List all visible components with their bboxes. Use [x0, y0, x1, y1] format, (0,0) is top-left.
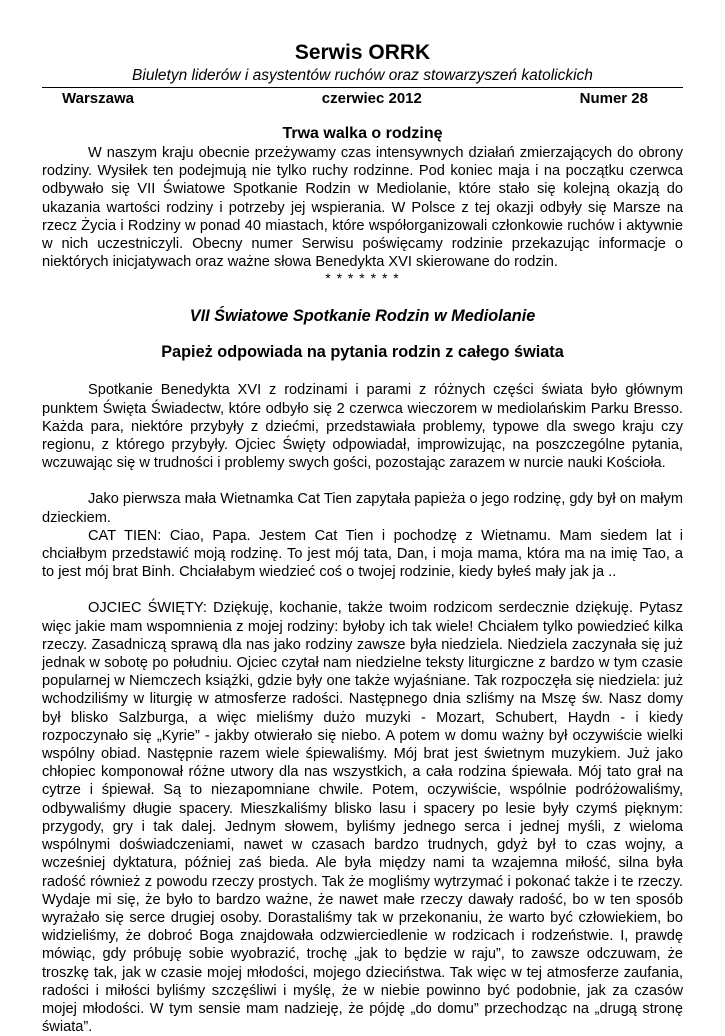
- article-paragraph: CAT TIEN: Ciao, Papa. Jestem Cat Tien i pochodzę z Wietnamu. Mam siedem lat i chciałbym przedstawić moją rodzinę. To jest mój tata, Dan, i moja mama, która ma na imię Tao, a to jest mój brat Binh. Chciałabym wiedzieć coś o twojej rodzinie, kiedy byłeś mały jak ja ..: [42, 527, 683, 581]
- editorial-heading: Trwa walka o rodzinę: [282, 125, 443, 142]
- article-title: Papież odpowiada na pytania rodzin z całego świata: [161, 343, 564, 362]
- document-page: [42, 40, 683, 1036]
- masthead-issue: Numer 28: [579, 90, 648, 107]
- article-paragraph: Jako pierwsza mała Wietnamka Cat Tien zapytała papieża o jego rodzinę, gdy był on małym dzieckiem.: [42, 491, 683, 526]
- editorial-body: W naszym kraju obecnie przeżywamy czas intensywnych działań zmierzających do obrony rodziny. Wysiłek ten podejmują nie tylko ruchy rodzinne. Pod koniec maja i na początku czerwca odbywało się VII Światowe Spotkanie Rodzin w Mediolanie, które stało się kolejną okazją do ukazania wartości rodziny i potrzeby jej wspierania. W Polsce z tej okazji odbyły się Marsze na rzecz Życia i Rodziny w ponad 40 miastach, które współorganizowali członkowie ruchów i aktywnie w nich uczestniczyli. Obecny numer Serwisu poświęcamy rodzinie przekazując informacje o niektórych inicjatywach oraz ważne słowa Benedykta XVI skierowane do rodzin.: [42, 145, 683, 271]
- newsletter-title: Serwis ORRK: [294, 41, 431, 64]
- masthead-info-row: [42, 87, 683, 108]
- masthead: [42, 40, 683, 108]
- masthead-city: Warszawa: [62, 90, 134, 107]
- separator-stars: * * * * * * *: [325, 270, 400, 287]
- section-title: VII Światowe Spotkanie Rodzin w Mediolanie: [189, 307, 536, 326]
- newsletter-subtitle: Biuletyn liderów i asystentów ruchów oraz stowarzyszeń katolickich: [132, 67, 593, 84]
- article-paragraph: Spotkanie Benedykta XVI z rodzinami i parami z różnych części świata było głównym punktem Święta Świadectw, które odbyło się 2 czerwca wieczorem w mediolańskim Parku Bresso. Każda para, niektóre przybyły z dziećmi, przedstawiała problemy, typowe dla swego kraju czy regionu, z którego przybyły. Ojciec Święty odpowiadał, improwizując, na poszczególne pytania, wczuwając się w trudności i problemy swych gości, pozostając zarazem w nurcie nauki Kościoła.: [42, 382, 683, 472]
- masthead-date: czerwiec 2012: [321, 90, 422, 107]
- article-paragraph: OJCIEC ŚWIĘTY: Dziękuję, kochanie, także twoim rodzicom serdecznie dziękuję. Pytasz więc jakie mam wspomnienia z mojej rodziny: byłoby ich tak wiele! Chciałem tylko powiedzieć kilka rzeczy. Zasadniczą sprawą dla nas jako rodziny zawsze była niedziela. Niedziela zaczynała się już jednak w sobotę po południu. Ojciec czytał nam niedzielne teksty liturgiczne z bardzo w tym czasie popularnej w Niemczech książki, gdzie były one także wyjaśniane. Tak rozpoczęła się niedziela: już wchodziliśmy w liturgię w atmosferze radości. Następnego dnia szliśmy na Mszę św. Nasz domy był blisko Salzburga, a więc mieliśmy dużo muzyki - Mozart, Schubert, Haydn - i kiedy rozpoczynało się „Kyrie” - jakby otwierało się niebo. A potem w domu ważny był oczywiście wielki wspólny obiad. Następnie razem wiele śpiewaliśmy. Mój brat jest świetnym muzykiem. Już jako chłopiec komponował różne utwory dla nas wszystkich, a cała rodzina śpiewała. Mój tato grał na cytrze i śpiewał. Są to niezapomniane chwile. Potem, oczywiście, wspólnie podróżowaliśmy, odbywaliśmy długie spacery. Mieszkaliśmy blisko lasu i spacery po lesie były czymś pięknym: przygody, gry i tak dalej. Jednym słowem, byliśmy jednego serca i jednej myśli, z wieloma wspólnymi doświadczeniami, nawet w czasach bardzo trudnych, gdyż był to czas wojny, a wcześniej dyktatura, później zaś bieda. Ale była między nami ta wzajemna miłość, silna była radość również z powodu rzeczy prostych. Tak że mogliśmy wytrzymać i pokonać także i te rzeczy. Wydaje mi się, że było to bardzo ważne, że nawet małe rzeczy dawały radość, bo w ten sposób wyrażało się serce drugiej osoby. Dorastaliśmy tak w przekonaniu, że warto być człowiekiem, bo widzieliśmy, że dobroć Boga znajdowała odzwierciedlenie w rodzicach i rodzeństwie. I, prawdę mówiąc, gdy próbuję sobie wyobrazić, trochę „jak to będzie w raju”, to zawsze odczuwam, że troszkę tak, jak w czasie mojej młodości, mojego dzieciństwa. Tak więc w tej atmosferze zaufania, radości i miłości byliśmy szczęśliwi i myślę, że w niebie powinno być podobnie, jak za czasów mojej młodości. W tym sensie mam nadzieję, że pójdę „do domu” przechodząc na „drugą stronę świata”.: [42, 600, 683, 1036]
